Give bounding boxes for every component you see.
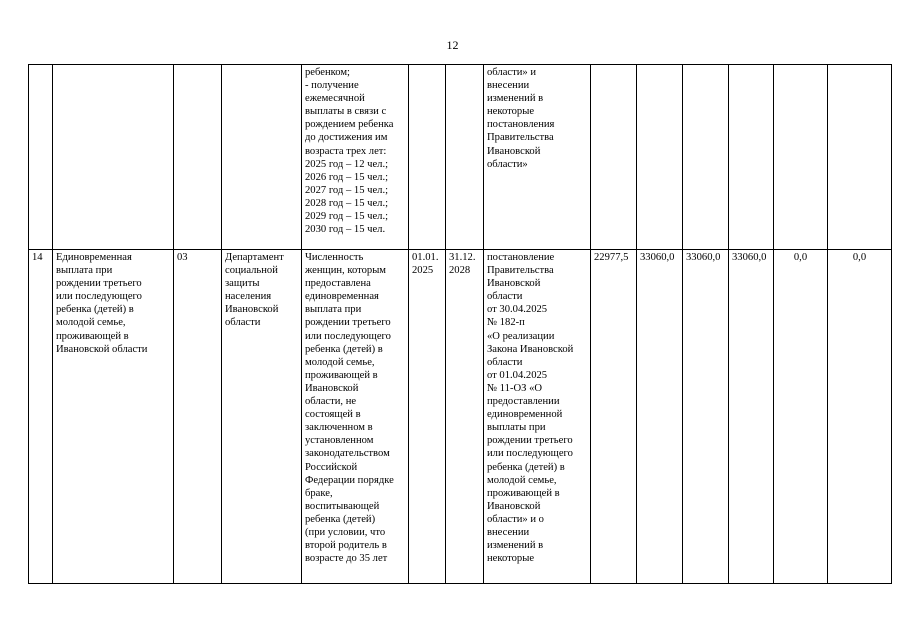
activity-name-cell: Единовременная выплата при рождении третьего или последующего ребенка (детей) в молодой семье, проживающей в Ивановской области [53,250,174,584]
code-cell: 03 [174,250,222,584]
start-date-cell: 01.01. 2025 [409,250,446,584]
amount-cell-4: 33060,0 [729,250,774,584]
end-date-cell: 31.12. 2028 [446,250,484,584]
start-date-cell [409,65,446,250]
row-number-cell [29,65,53,250]
indicator-cell: ребенком; - получение ежемесячной выплаты в связи с рождением ребенка до достижения им возраста трех лет: 2025 год – 12 чел.; 2026 год – 15 чел.; 2027 год – 15 чел.; 2028 год – 15 чел.; 2029 год – 15 чел.; 2030 год – 15 чел. [302,65,409,250]
legal-basis-cell: области» и внесении изменений в некоторые постановления Правительства Ивановской области» [484,65,591,250]
amount-cell-1: 22977,5 [591,250,637,584]
amount-cell-3 [683,65,729,250]
indicator-cell: Численность женщин, которым предоставлена единовременная выплата при рождении третьего или последующего ребенка (детей) в молодой семье, проживающей в Ивановской области, не состоящей в заключенном в установленном законодательством Российской Федерации порядке браке, воспитывающей ребенка (детей) (при условии, что второй родитель в возрасте до 35 лет [302,250,409,584]
amount-cell-6 [828,65,892,250]
code-cell [174,65,222,250]
executor-cell [222,65,302,250]
amount-cell-1 [591,65,637,250]
row-number-cell: 14 [29,250,53,584]
table-row [29,250,892,584]
amount-cell-2 [637,65,683,250]
amount-cell-5 [774,65,828,250]
page-number: 12 [446,38,459,52]
amount-cell-3: 33060,0 [683,250,729,584]
activity-name-cell [53,65,174,250]
amount-cell-5: 0,0 [774,250,828,584]
amount-cell-4 [729,65,774,250]
table-row [29,65,892,250]
legal-basis-cell: постановление Правительства Ивановской области от 30.04.2025 № 182-п «О реализации Закона Ивановской области от 01.04.2025 № 11-ОЗ «О предоставлении единовременной выплаты при рождении третьего или последующего ребенка (детей) в молодой семье, проживающей в Ивановской области» и о внесении изменений в некоторые [484,250,591,584]
end-date-cell [446,65,484,250]
program-activities-table [28,64,892,584]
amount-cell-2: 33060,0 [637,250,683,584]
executor-cell: Департамент социальной защиты населения Ивановской области [222,250,302,584]
amount-cell-6: 0,0 [828,250,892,584]
